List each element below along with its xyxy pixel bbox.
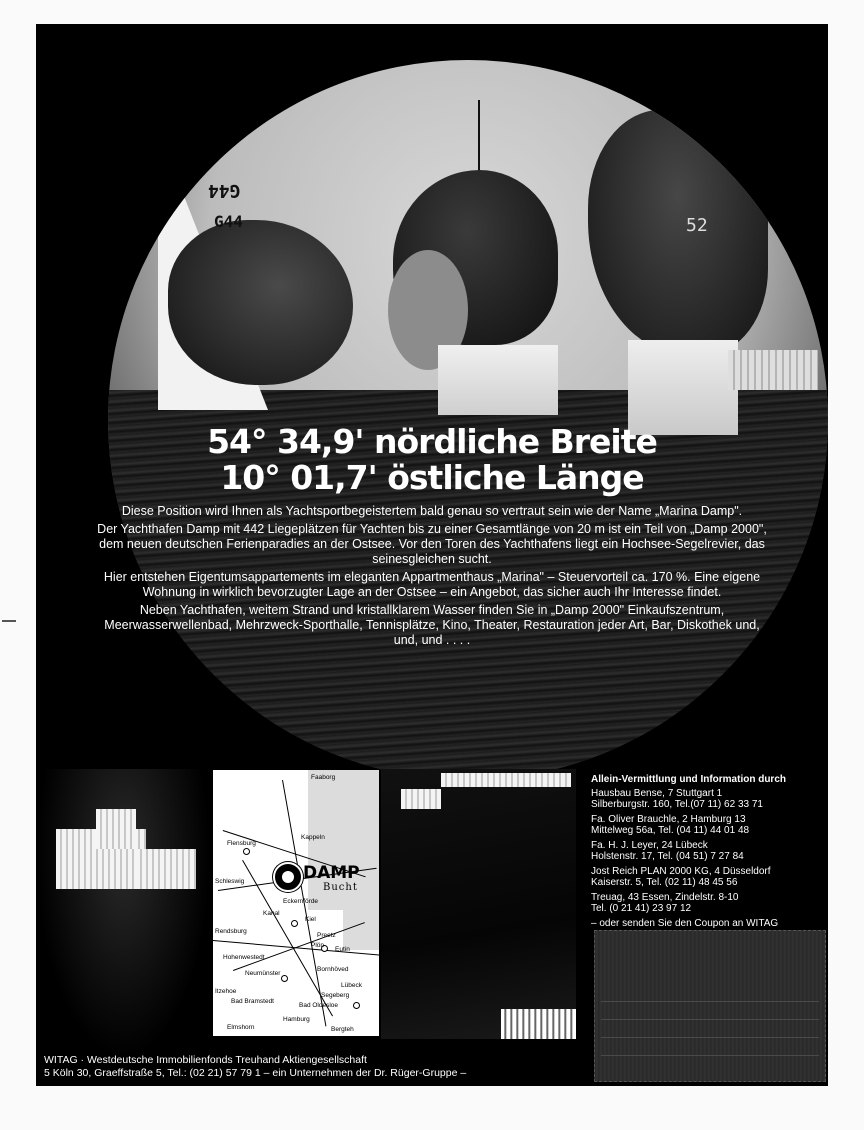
map-town-label: Kanal (263, 910, 280, 917)
map-town-label: Neumünster (245, 970, 281, 977)
contact-name: Fa. H. J. Leyer, 24 Lübeck (591, 839, 708, 851)
map-town-marker (243, 848, 250, 855)
map-town-label: Rendsburg (215, 928, 247, 935)
map-town-marker (291, 920, 298, 927)
body-paragraph: Neben Yachthafen, weitem Strand und kristallklarem Wasser finden Sie in „Damp 2000" Einkaufszentrum, Meerwasserwellenbad, Mehrzweck-Sporthalle, Tennisplätze, Kino, Theater, Restauration jeder Art, Bar, Diskothek und, und, und . . . . (104, 603, 760, 647)
sail-right-white (628, 340, 738, 435)
map-town-label: Lübeck (341, 982, 362, 989)
map-town-label: Bornhöved (317, 966, 349, 973)
footer-company: WITAG · Westdeutsche Immobilienfonds Treuhand Aktiengesellschaft (44, 1054, 367, 1066)
spinnaker-left (168, 220, 353, 385)
contact-name: Treuag, 43 Essen, Zindelstr. 8-10 (591, 891, 739, 903)
building-block (401, 789, 441, 809)
sail-number-left-a: G44 (208, 180, 241, 201)
coupon-field-line[interactable] (601, 1019, 819, 1020)
map-town-label: Eckernförde (283, 898, 319, 905)
map-town-label: Hohenwestedt (223, 954, 265, 961)
damp-logo-icon (273, 862, 303, 892)
map-town-label: Itzehoe (215, 988, 237, 995)
map-town-label: Preetz (317, 932, 336, 939)
contact-entry (591, 788, 826, 811)
sail-center-white (438, 345, 558, 415)
building-block (96, 809, 136, 849)
coupon-field-line[interactable] (601, 1037, 819, 1038)
map-town-label: Flensburg (227, 840, 256, 847)
coupon-field-line[interactable] (601, 1055, 819, 1056)
pier (501, 1009, 576, 1039)
contact-heading: Allein-Vermittlung und Information durch (591, 774, 786, 785)
margin-mark (2, 620, 16, 622)
contact-address: Holstenstr. 17, Tel. (04 51) 7 27 84 (591, 851, 744, 862)
sailing-photo (108, 60, 828, 780)
building-block (136, 849, 196, 889)
marina-aerial-photo (381, 769, 576, 1039)
map-town-label: Faaborg (311, 774, 336, 781)
body-paragraph: Der Yachthafen Damp mit 442 Liegeplätzen für Yachten bis zu einer Gesamtlänge von 20 m ist ein Teil von „Damp 2000", dem neuen deutschen Ferienparadies an der Ostsee. Vor den Toren des Yachthafens liegt ein Hochsee-Segelrevier, das seinesgleichen sucht. (97, 522, 767, 566)
spinnaker-right (588, 110, 768, 355)
headline-longitude: 10° 01,7' östliche Länge (220, 458, 644, 497)
map-town-marker (281, 975, 288, 982)
body-paragraph: Diese Position wird Ihnen als Yachtsportbegeistertem bald genau so vertraut sein wie der Name „Marina Damp". (121, 504, 743, 518)
map-town-label: Hamburg (283, 1016, 310, 1023)
footer (44, 1054, 604, 1080)
map-town-label: Kappeln (301, 834, 325, 841)
map-town-label: Schleswig (215, 878, 245, 885)
map-town-label: Bad Bramstedt (231, 998, 274, 1005)
map-sea (343, 910, 379, 950)
map-town-label: Bad Oldesloe (299, 1002, 339, 1009)
contact-address: Silberburgstr. 160, Tel.(07 11) 62 33 71 (591, 799, 763, 810)
contact-name: Jost Reich PLAN 2000 KG, 4 Düsseldorf (591, 865, 771, 877)
map-town-label: Bergteh (331, 1026, 354, 1033)
apartment-building-photo (36, 769, 211, 1059)
map-town-marker (353, 1002, 360, 1009)
coupon-field-line[interactable] (601, 1001, 819, 1002)
contact-entry (591, 814, 826, 837)
contact-name: Hausbau Bense, 7 Stuttgart 1 (591, 787, 723, 799)
building-block (441, 773, 571, 787)
footer-address: 5 Köln 30, Graeffstraße 5, Tel.: (02 21) 57 79 1 – ein Unternehmen der Dr. Rüger-Gruppe – (44, 1067, 467, 1079)
contact-closing: – oder senden Sie den Coupon an WITAG (591, 917, 779, 929)
contact-block (591, 774, 826, 929)
damp-logo-sub: Bucht (323, 882, 358, 893)
body-copy (96, 504, 768, 651)
body-paragraph: Hier entstehen Eigentumsappartements im eleganten Appartmenthaus „Marina" – Steuervorteil ca. 170 %. Eine eigene Wohnung in wirklich bevorzugter Lage an der Ostsee – ein Angebot, das sicher auch Ihr Interesse findet. (103, 570, 761, 599)
contact-entry (591, 866, 826, 889)
contact-address: Mittelweg 56a, Tel. (04 11) 44 01 48 (591, 825, 750, 836)
contact-entry (591, 840, 826, 863)
contact-address: Tel. (0 21 41) 23 97 12 (591, 903, 692, 914)
sail-number-right: 52 (686, 215, 708, 236)
map-town-label: Kiel (305, 916, 316, 923)
contact-entry (591, 892, 826, 915)
sail-number-left-b: G44 (214, 212, 243, 231)
coupon[interactable] (594, 930, 826, 1082)
contact-name: Fa. Oliver Brauchle, 2 Hamburg 13 (591, 813, 746, 825)
map-town-label: Plön (311, 942, 325, 949)
map-town-label: Eutin (335, 946, 350, 953)
map-town-label: Segeberg (321, 992, 350, 999)
region-map (212, 769, 380, 1037)
advertisement (36, 24, 828, 1086)
headline-latitude: 54° 34,9' nördliche Breite (207, 422, 657, 461)
damp-logo-word: DAMP (303, 863, 360, 883)
contact-address: Kaiserstr. 5, Tel. (02 11) 48 45 56 (591, 877, 738, 888)
coast-buildings (728, 350, 818, 390)
map-town-label: Elmshorn (227, 1024, 255, 1031)
